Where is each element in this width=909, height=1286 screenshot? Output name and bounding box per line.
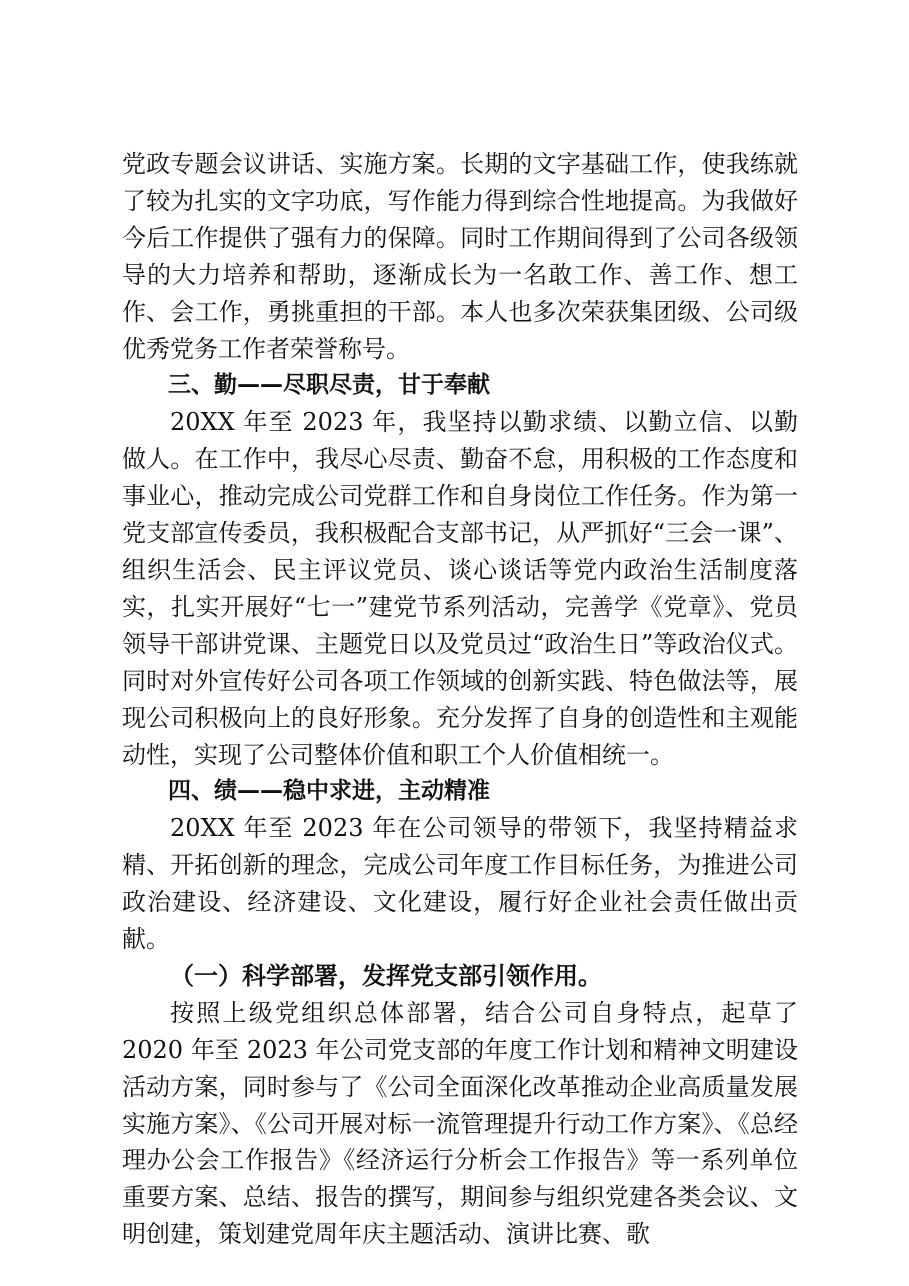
subsection-heading-1: （一）科学部署，发挥党支部引领作用。 xyxy=(170,960,602,990)
section-heading-4: 四、绩——稳中求进，主动精准 xyxy=(168,778,490,805)
body-paragraph: 20XX 年至 2023 年，我坚持以勤求绩、以勤立信、以勤做人。在工作中，我尽心尽责、勤奋不怠，用积极的工作态度和事业心，推动完成公司党群工作和自身岗位工作任务。作为第一党支部宣传委员，我积极配合支部书记，从严抓好“三会一课”、组织生活会、民主评议党员、谈心谈话等党内政治生活制度落实，扎实开展好“七一”建党节系列活动，完善学《党章》、党员领导干部讲党课、主题党日以及党员过“政治生日”等政治仪式。同时对外宣传好公司各项工作领域的创新实践、特色做法等，展现公司积极向上的良好形象。充分发挥了自身的创造性和主观能动性，实现了公司整体价值和职工个人价值相统一。 xyxy=(122,408,798,769)
continuation-paragraph: 党政专题会议讲话、实施方案。长期的文字基础工作，使我练就了较为扎实的文字功底，写作能力得到综合性地提高。为我做好今后工作提供了强有力的保障。同时工作期间得到了公司各级领导的大力培养和帮助，逐渐成长为一名敢工作、善工作、想工作、会工作，勇挑重担的干部。本人也多次荣获集团级、公司级优秀党务工作者荣誉称号。 xyxy=(122,150,798,363)
body-paragraph: 按照上级党组织总体部署，结合公司自身特点，起草了 2020 年至 2023 年公司党支部的年度工作计划和精神文明建设活动方案，同时参与了《公司全面深化改革推动企业高质量发展实施方案》、《公司开展对标一流管理提升行动工作方案》、《总经理办公会工作报告》《经济运行分析会工作报告》等一系列单位重要方案、总结、报告的撰写，期间参与组织党建各类会议、文明创建，策划建党周年庆主题活动、演讲比赛、歌 xyxy=(122,998,798,1249)
document-page xyxy=(122,146,798,1253)
section-heading-3: 三、勤——尽职尽责，甘于奉献 xyxy=(168,372,490,399)
body-paragraph: 20XX 年至 2023 年在公司领导的带领下，我坚持精益求精、开拓创新的理念，完成公司年度工作目标任务，为推进公司政治建设、经济建设、文化建设，履行好企业社会责任做出贡献。 xyxy=(122,814,798,954)
